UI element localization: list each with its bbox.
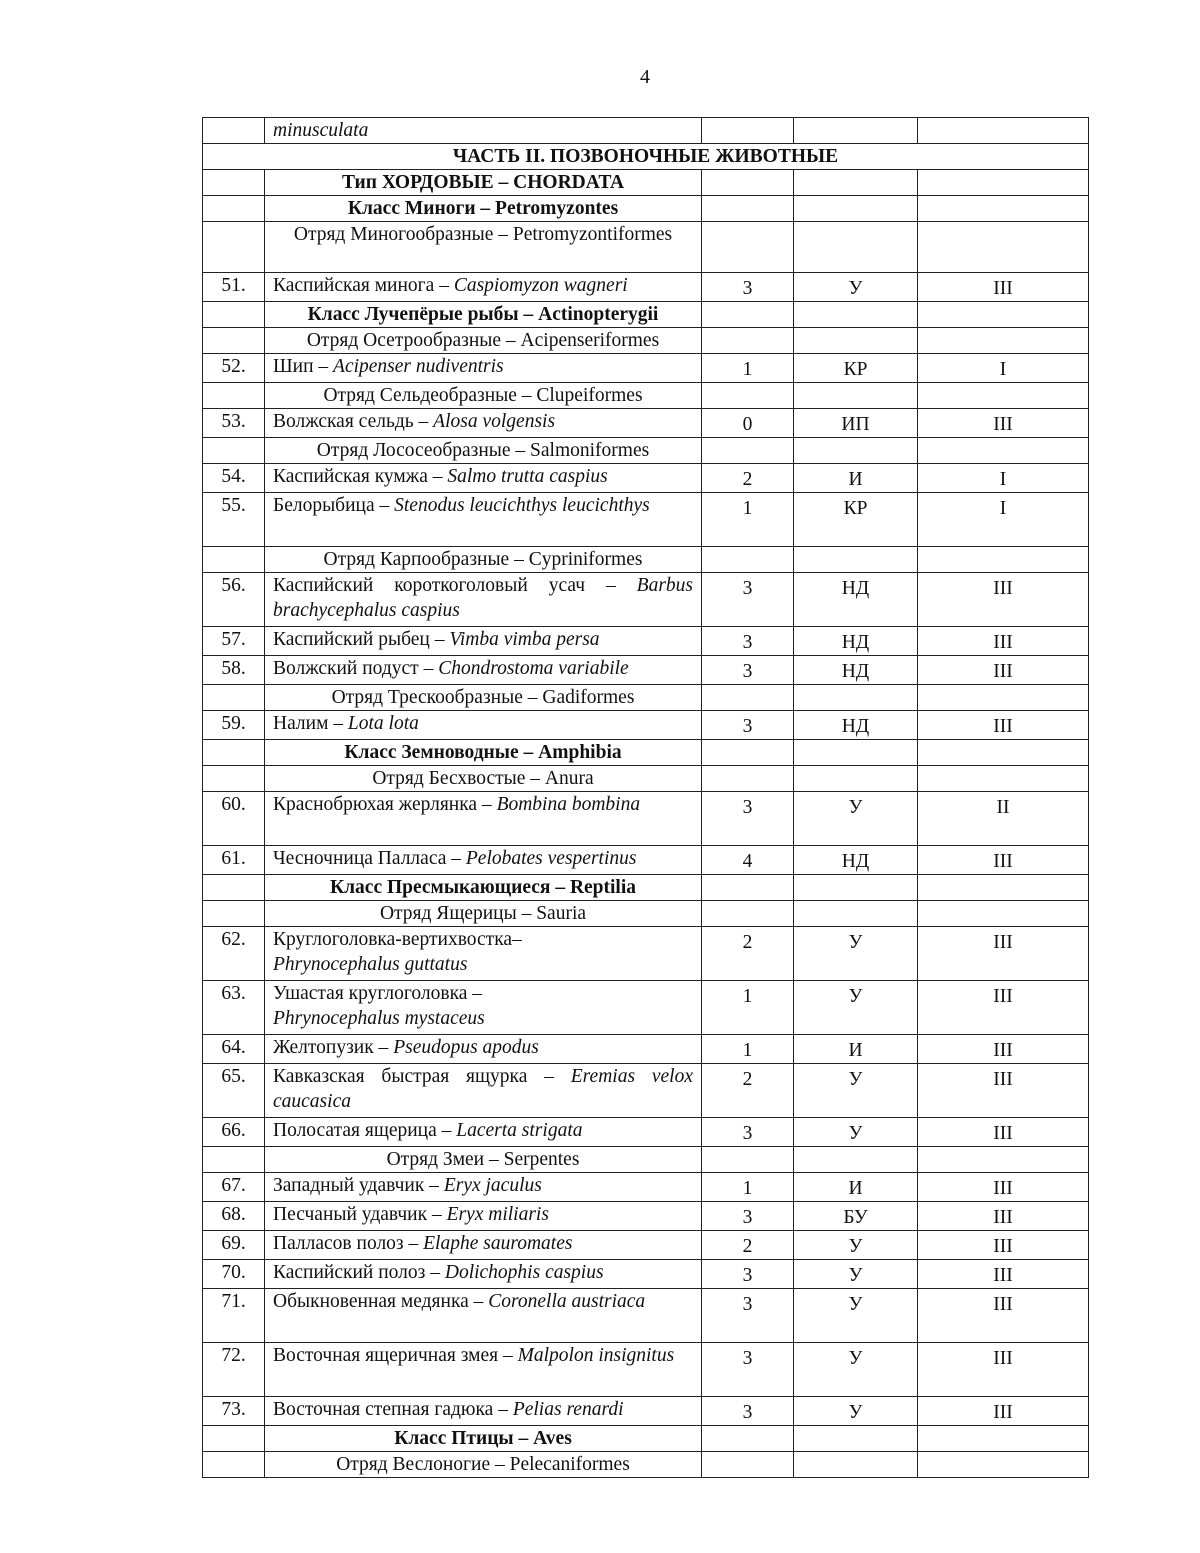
- table-row: [203, 740, 1089, 766]
- priority-cell: III: [918, 1173, 1089, 1202]
- table-row: [203, 547, 1089, 573]
- latin-name: Pelias renardi: [512, 1399, 624, 1420]
- category-cell: 1: [702, 1035, 794, 1064]
- empty-cell: [794, 118, 918, 144]
- category-cell: 2: [702, 464, 794, 493]
- empty-cell: [203, 196, 265, 222]
- latin-name: Coronella austriaca: [488, 1291, 646, 1312]
- row-number: 60.: [203, 792, 265, 846]
- russian-name: Кавказская быстрая ящурка –: [273, 1066, 571, 1087]
- empty-cell: [203, 875, 265, 901]
- status-cell: КР: [794, 354, 918, 383]
- empty-cell: [203, 1452, 265, 1478]
- row-number: 61.: [203, 846, 265, 875]
- species-name: [265, 354, 702, 383]
- empty-cell: [918, 547, 1089, 573]
- taxon-heading: Отряд Трескообразные – Gadiformes: [265, 685, 702, 711]
- table-row: [203, 354, 1089, 383]
- empty-cell: [702, 875, 794, 901]
- taxon-heading: Класс Земноводные – Amphibia: [265, 740, 702, 766]
- status-cell: И: [794, 1035, 918, 1064]
- empty-cell: [794, 328, 918, 354]
- empty-cell: [918, 302, 1089, 328]
- row-number: 72.: [203, 1343, 265, 1397]
- priority-cell: III: [918, 1035, 1089, 1064]
- category-cell: 3: [702, 792, 794, 846]
- species-name: [265, 1231, 702, 1260]
- empty-cell: [702, 302, 794, 328]
- table-row: [203, 302, 1089, 328]
- russian-name: Каспийская кумжа –: [273, 466, 448, 487]
- species-name: [265, 573, 702, 627]
- russian-name: Белорыбица –: [273, 495, 395, 516]
- empty-cell: [702, 196, 794, 222]
- empty-cell: [794, 901, 918, 927]
- category-cell: 3: [702, 1397, 794, 1426]
- taxon-heading: Класс Пресмыкающиеся – Reptilia: [265, 875, 702, 901]
- taxon-heading: Отряд Змеи – Serpentes: [265, 1147, 702, 1173]
- category-cell: 3: [702, 1289, 794, 1343]
- latin-name: Eryx jaculus: [443, 1175, 542, 1196]
- latin-name: Eryx miliaris: [446, 1204, 549, 1225]
- russian-name: Полосатая ящерица –: [273, 1120, 457, 1141]
- empty-cell: [918, 170, 1089, 196]
- status-cell: НД: [794, 656, 918, 685]
- table-row: [203, 1064, 1089, 1118]
- row-number: 58.: [203, 656, 265, 685]
- empty-cell: [702, 1426, 794, 1452]
- priority-cell: III: [918, 846, 1089, 875]
- category-cell: 3: [702, 1118, 794, 1147]
- russian-name: Каспийская минога –: [273, 275, 454, 296]
- category-cell: 2: [702, 1064, 794, 1118]
- latin-name: Caspiomyzon wagneri: [453, 275, 628, 296]
- priority-cell: III: [918, 273, 1089, 302]
- latin-name: Vimba vimba persa: [449, 629, 600, 650]
- species-name: [265, 273, 702, 302]
- russian-name: Каспийский полоз –: [273, 1262, 445, 1283]
- empty-cell: [794, 875, 918, 901]
- latin-name: Lota lota: [347, 713, 419, 734]
- table-row: [203, 1118, 1089, 1147]
- table-row: [203, 1260, 1089, 1289]
- table-row: [203, 656, 1089, 685]
- latin-name: Pelobates vespertinus: [465, 848, 637, 869]
- empty-cell: [702, 118, 794, 144]
- table-row: [203, 383, 1089, 409]
- empty-cell: [702, 901, 794, 927]
- species-name: [265, 981, 702, 1035]
- russian-name: Чесночница Палласа –: [273, 848, 466, 869]
- category-cell: 3: [702, 627, 794, 656]
- empty-cell: [794, 196, 918, 222]
- latin-name: Elaphe sauromates: [423, 1233, 573, 1254]
- latin-name: Alosa volgensis: [433, 411, 556, 432]
- empty-cell: [203, 170, 265, 196]
- russian-name: Ушастая круглоголовка –: [273, 983, 483, 1004]
- table-row: [203, 901, 1089, 927]
- empty-cell: [794, 740, 918, 766]
- row-number: 65.: [203, 1064, 265, 1118]
- empty-cell: [702, 438, 794, 464]
- empty-cell: [794, 766, 918, 792]
- table-row: [203, 144, 1089, 170]
- taxon-heading: Отряд Сельдеобразные – Clupeiformes: [265, 383, 702, 409]
- priority-cell: III: [918, 627, 1089, 656]
- table-row: [203, 222, 1089, 273]
- latin-name: Phrynocephalus guttatus: [273, 954, 468, 975]
- priority-cell: I: [918, 354, 1089, 383]
- priority-cell: III: [918, 927, 1089, 981]
- latin-name: Barbus brachycephalus caspius: [273, 575, 693, 621]
- part-heading: ЧАСТЬ II. ПОЗВОНОЧНЫЕ ЖИВОТНЫЕ: [203, 144, 1089, 170]
- category-cell: 3: [702, 573, 794, 627]
- row-number: 55.: [203, 493, 265, 547]
- status-cell: НД: [794, 627, 918, 656]
- priority-cell: III: [918, 1289, 1089, 1343]
- latin-name: Malpolon insignitus: [517, 1345, 675, 1366]
- empty-cell: [918, 740, 1089, 766]
- table-row: [203, 1426, 1089, 1452]
- table-row: [203, 196, 1089, 222]
- empty-cell: [794, 302, 918, 328]
- species-name: [265, 792, 702, 846]
- empty-cell: [702, 766, 794, 792]
- priority-cell: III: [918, 711, 1089, 740]
- category-cell: 1: [702, 493, 794, 547]
- species-name: [265, 409, 702, 438]
- table-row: [203, 438, 1089, 464]
- species-name: [265, 1202, 702, 1231]
- latin-name: Bombina bombina: [496, 794, 641, 815]
- priority-cell: III: [918, 981, 1089, 1035]
- empty-cell: [794, 170, 918, 196]
- russian-name: Восточная степная гадюка –: [273, 1399, 513, 1420]
- status-cell: У: [794, 1289, 918, 1343]
- empty-cell: [918, 875, 1089, 901]
- status-cell: У: [794, 1397, 918, 1426]
- empty-cell: [702, 328, 794, 354]
- table-row: [203, 1452, 1089, 1478]
- status-cell: У: [794, 1118, 918, 1147]
- status-cell: КР: [794, 493, 918, 547]
- category-cell: 3: [702, 273, 794, 302]
- species-name: [265, 1397, 702, 1426]
- russian-name: Желтопузик –: [273, 1037, 394, 1058]
- empty-cell: [203, 118, 265, 144]
- empty-cell: [918, 1426, 1089, 1452]
- category-cell: 2: [702, 1231, 794, 1260]
- empty-cell: [794, 383, 918, 409]
- row-number: 54.: [203, 464, 265, 493]
- taxon-heading: Отряд Лососеобразные – Salmoniformes: [265, 438, 702, 464]
- table-row: [203, 118, 1089, 144]
- empty-cell: [794, 222, 918, 273]
- table-row: [203, 1289, 1089, 1343]
- priority-cell: III: [918, 409, 1089, 438]
- empty-cell: [794, 685, 918, 711]
- table-row: [203, 981, 1089, 1035]
- status-cell: У: [794, 927, 918, 981]
- table-row: [203, 766, 1089, 792]
- table-row: [203, 1035, 1089, 1064]
- table-row: [203, 685, 1089, 711]
- latin-name: Pseudopus apodus: [393, 1037, 539, 1058]
- empty-cell: [702, 740, 794, 766]
- taxon-heading: Тип ХОРДОВЫЕ – CHORDATA: [265, 170, 702, 196]
- category-cell: 1: [702, 354, 794, 383]
- empty-cell: [203, 901, 265, 927]
- category-cell: 3: [702, 656, 794, 685]
- priority-cell: I: [918, 493, 1089, 547]
- status-cell: У: [794, 981, 918, 1035]
- status-cell: И: [794, 1173, 918, 1202]
- status-cell: И: [794, 464, 918, 493]
- table-row: [203, 1173, 1089, 1202]
- empty-cell: [702, 1452, 794, 1478]
- status-cell: НД: [794, 711, 918, 740]
- status-cell: У: [794, 1260, 918, 1289]
- empty-cell: [702, 222, 794, 273]
- taxon-heading: Отряд Бесхвостые – Anura: [265, 766, 702, 792]
- table-row: [203, 1343, 1089, 1397]
- latin-name: Phrynocephalus mystaceus: [273, 1008, 485, 1029]
- species-name-continued: [265, 118, 702, 144]
- taxon-heading: Отряд Ящерицы – Sauria: [265, 901, 702, 927]
- species-name: [265, 627, 702, 656]
- empty-cell: [794, 1147, 918, 1173]
- row-number: 52.: [203, 354, 265, 383]
- russian-name: Обыкновенная медянка –: [273, 1291, 489, 1312]
- priority-cell: III: [918, 1343, 1089, 1397]
- row-number: 56.: [203, 573, 265, 627]
- row-number: 59.: [203, 711, 265, 740]
- row-number: 64.: [203, 1035, 265, 1064]
- empty-cell: [918, 383, 1089, 409]
- status-cell: У: [794, 273, 918, 302]
- empty-cell: [918, 222, 1089, 273]
- category-cell: 1: [702, 1173, 794, 1202]
- empty-cell: [203, 685, 265, 711]
- taxon-heading: Класс Птицы – Aves: [265, 1426, 702, 1452]
- species-name: [265, 711, 702, 740]
- priority-cell: III: [918, 1260, 1089, 1289]
- row-number: 67.: [203, 1173, 265, 1202]
- row-number: 62.: [203, 927, 265, 981]
- russian-name: Волжская сельдь –: [273, 411, 434, 432]
- table-row: [203, 1202, 1089, 1231]
- priority-cell: III: [918, 573, 1089, 627]
- russian-name: Восточная ящеричная змея –: [273, 1345, 518, 1366]
- empty-cell: [203, 302, 265, 328]
- species-name: [265, 493, 702, 547]
- empty-cell: [918, 438, 1089, 464]
- latin-name: Lacerta strigata: [456, 1120, 583, 1141]
- status-cell: ИП: [794, 409, 918, 438]
- table-row: [203, 573, 1089, 627]
- empty-cell: [918, 685, 1089, 711]
- russian-name: Круглоголовка-вертихвостка–: [273, 929, 522, 950]
- taxon-heading: Отряд Осетрообразные – Acipenseriformes: [265, 328, 702, 354]
- empty-cell: [203, 547, 265, 573]
- russian-name: Шип –: [273, 356, 334, 377]
- empty-cell: [702, 170, 794, 196]
- table-row: [203, 846, 1089, 875]
- category-cell: 4: [702, 846, 794, 875]
- category-cell: 2: [702, 927, 794, 981]
- empty-cell: [203, 766, 265, 792]
- table-body: [203, 118, 1089, 1478]
- latin-name: Eremias velox caucasica: [273, 1066, 693, 1112]
- priority-cell: III: [918, 1118, 1089, 1147]
- table-row: [203, 273, 1089, 302]
- species-name: [265, 464, 702, 493]
- table-row: [203, 328, 1089, 354]
- empty-cell: [203, 328, 265, 354]
- table-row: [203, 627, 1089, 656]
- empty-cell: [203, 1147, 265, 1173]
- latin-name: Chondrostoma variabile: [438, 658, 629, 679]
- status-cell: У: [794, 1343, 918, 1397]
- category-cell: 3: [702, 1202, 794, 1231]
- species-name: [265, 1289, 702, 1343]
- table-row: [203, 464, 1089, 493]
- species-name: [265, 927, 702, 981]
- species-name: [265, 1118, 702, 1147]
- russian-name: Каспийский рыбец –: [273, 629, 450, 650]
- taxon-heading: Отряд Миногообразные – Petromyzontiformes: [265, 222, 702, 273]
- row-number: 68.: [203, 1202, 265, 1231]
- table-row: [203, 711, 1089, 740]
- priority-cell: I: [918, 464, 1089, 493]
- taxon-heading: Отряд Веслоногие – Pelecaniformes: [265, 1452, 702, 1478]
- species-name: [265, 1035, 702, 1064]
- taxon-heading: Отряд Карпообразные – Cypriniformes: [265, 547, 702, 573]
- row-number: 71.: [203, 1289, 265, 1343]
- page-number: 4: [640, 66, 650, 88]
- latin-name: minusculata: [273, 120, 369, 141]
- row-number: 51.: [203, 273, 265, 302]
- category-cell: 1: [702, 981, 794, 1035]
- russian-name: Каспийский короткоголовый усач –: [273, 575, 637, 596]
- species-name: [265, 1064, 702, 1118]
- row-number: 73.: [203, 1397, 265, 1426]
- row-number: 70.: [203, 1260, 265, 1289]
- table-row: [203, 1231, 1089, 1260]
- table-row: [203, 493, 1089, 547]
- table-row: [203, 1147, 1089, 1173]
- priority-cell: III: [918, 1202, 1089, 1231]
- taxon-heading: Класс Лучепёрые рыбы – Actinopterygii: [265, 302, 702, 328]
- empty-cell: [918, 328, 1089, 354]
- species-name: [265, 1343, 702, 1397]
- empty-cell: [203, 1426, 265, 1452]
- table-row: [203, 409, 1089, 438]
- table-row: [203, 927, 1089, 981]
- category-cell: 3: [702, 1260, 794, 1289]
- latin-name: Stenodus leucichthys leucichthys: [394, 495, 650, 516]
- russian-name: Западный удавчик –: [273, 1175, 444, 1196]
- empty-cell: [794, 438, 918, 464]
- row-number: 69.: [203, 1231, 265, 1260]
- empty-cell: [203, 740, 265, 766]
- empty-cell: [918, 1147, 1089, 1173]
- russian-name: Волжский подуст –: [273, 658, 439, 679]
- priority-cell: II: [918, 792, 1089, 846]
- empty-cell: [918, 118, 1089, 144]
- species-name: [265, 1260, 702, 1289]
- species-name: [265, 656, 702, 685]
- empty-cell: [794, 547, 918, 573]
- table-row: [203, 170, 1089, 196]
- row-number: 66.: [203, 1118, 265, 1147]
- empty-cell: [918, 901, 1089, 927]
- empty-cell: [203, 222, 265, 273]
- status-cell: У: [794, 1231, 918, 1260]
- category-cell: 3: [702, 711, 794, 740]
- empty-cell: [702, 1147, 794, 1173]
- table-row: [203, 1397, 1089, 1426]
- russian-name: Палласов полоз –: [273, 1233, 424, 1254]
- category-cell: 0: [702, 409, 794, 438]
- latin-name: Acipenser nudiventris: [333, 356, 504, 377]
- russian-name: Налим –: [273, 713, 348, 734]
- species-name: [265, 846, 702, 875]
- table-row: [203, 792, 1089, 846]
- empty-cell: [918, 1452, 1089, 1478]
- red-book-table: [202, 117, 1089, 1478]
- category-cell: 3: [702, 1343, 794, 1397]
- empty-cell: [702, 547, 794, 573]
- empty-cell: [794, 1452, 918, 1478]
- status-cell: У: [794, 792, 918, 846]
- latin-name: Salmo trutta caspius: [447, 466, 608, 487]
- row-number: 63.: [203, 981, 265, 1035]
- status-cell: НД: [794, 846, 918, 875]
- empty-cell: [918, 196, 1089, 222]
- empty-cell: [794, 1426, 918, 1452]
- empty-cell: [203, 383, 265, 409]
- russian-name: Песчаный удавчик –: [273, 1204, 447, 1225]
- empty-cell: [702, 685, 794, 711]
- taxon-heading: Класс Миноги – Petromyzontes: [265, 196, 702, 222]
- status-cell: НД: [794, 573, 918, 627]
- empty-cell: [203, 438, 265, 464]
- priority-cell: III: [918, 656, 1089, 685]
- priority-cell: III: [918, 1397, 1089, 1426]
- empty-cell: [918, 766, 1089, 792]
- row-number: 53.: [203, 409, 265, 438]
- status-cell: БУ: [794, 1202, 918, 1231]
- status-cell: У: [794, 1064, 918, 1118]
- priority-cell: III: [918, 1231, 1089, 1260]
- empty-cell: [702, 383, 794, 409]
- latin-name: Dolichophis caspius: [444, 1262, 604, 1283]
- russian-name: Краснобрюхая жерлянка –: [273, 794, 497, 815]
- row-number: 57.: [203, 627, 265, 656]
- priority-cell: III: [918, 1064, 1089, 1118]
- table-row: [203, 875, 1089, 901]
- species-name: [265, 1173, 702, 1202]
